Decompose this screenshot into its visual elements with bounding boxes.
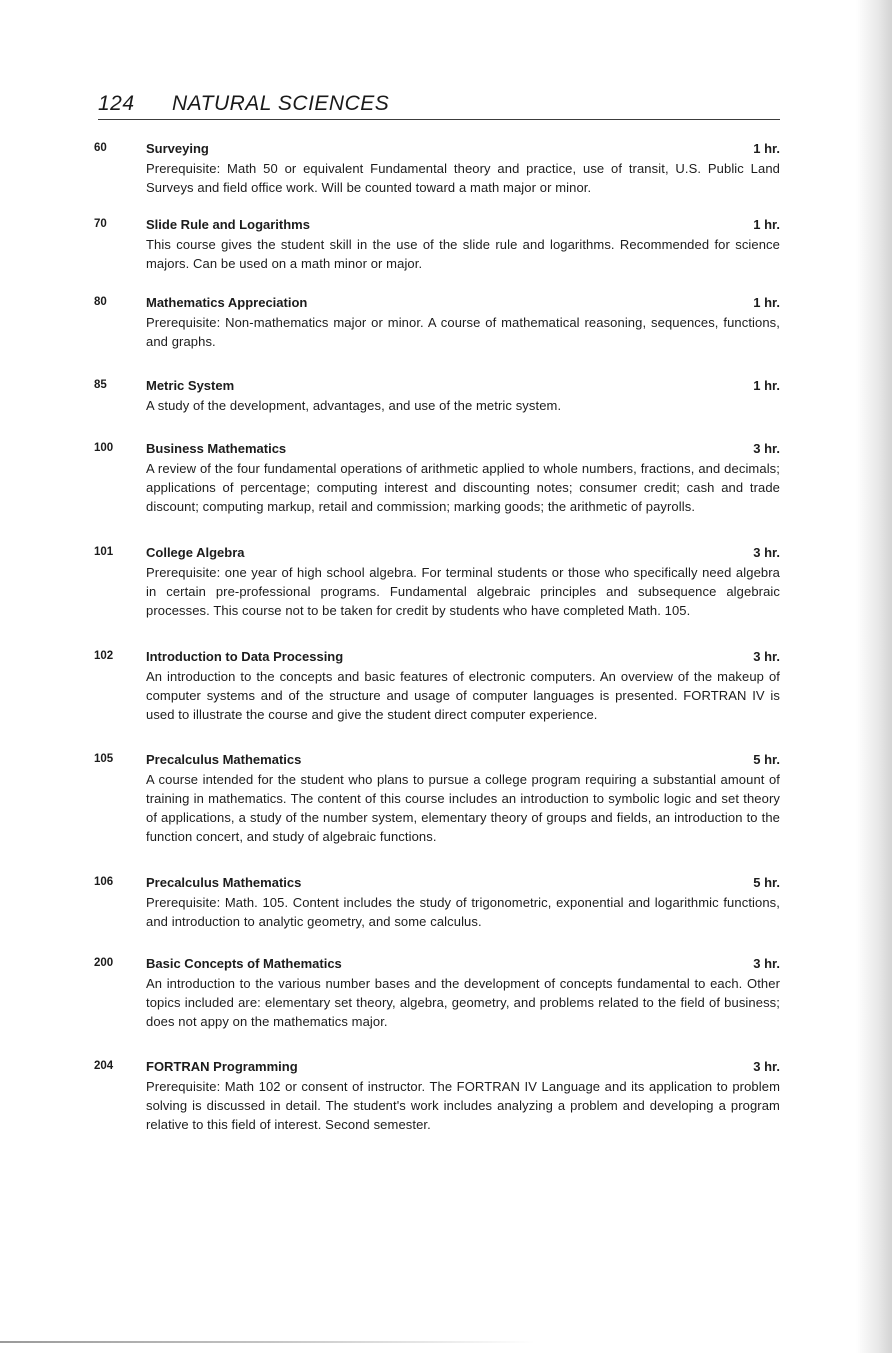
course-entry-101 <box>94 543 780 620</box>
course-number: 100 <box>94 442 114 454</box>
page-header <box>98 92 780 116</box>
header-rule <box>98 119 780 120</box>
course-description: An introduction to the concepts and basic features of electronic computers. An overview of the makeup of computer systems and of the structure and usage of computer languages is presented. FORTRAN IV is used to illustrate the course and give the student direct computer experience. <box>146 669 780 722</box>
course-hours: 1 hr. <box>753 141 780 156</box>
course-title: Metric System <box>146 378 235 393</box>
course-hours: 3 hr. <box>753 956 780 971</box>
course-hours: 3 hr. <box>753 545 780 560</box>
course-entry-102 <box>94 647 780 724</box>
course-hours: 3 hr. <box>753 441 780 456</box>
course-entry-85 <box>94 376 780 415</box>
course-title: Surveying <box>146 141 209 156</box>
course-entry-70 <box>94 215 780 273</box>
course-title: Basic Concepts of Mathematics <box>146 956 342 971</box>
course-description: A review of the four fundamental operations of arithmetic applied to whole numbers, fractions, and decimals; applications of percentage; computing interest and discounting notes; consumer credit; cash and trade discount; computing markup, retail and commission; marking goods; the arithmetic of payrolls. <box>146 461 780 514</box>
course-title: Slide Rule and Logarithms <box>146 217 310 232</box>
course-title: Precalculus Mathematics <box>146 752 302 767</box>
course-description: A course intended for the student who plans to pursue a college program requiring a substantial amount of training in mathematics. The content of this course includes an introduction to symbolic logic and set theory of applications, a study of the number system, elementary theory of groups and fields, an introduction to the function concert, and study of algebraic functions. <box>146 772 780 844</box>
course-description: Prerequisite: Math 102 or consent of instructor. The FORTRAN IV Language and its application to problem solving is discussed in detail. The student's work includes analyzing a problem and developing a program relative to this field of interest. Second semester. <box>146 1079 780 1132</box>
course-number: 105 <box>94 753 114 765</box>
course-title: Business Mathematics <box>146 441 287 456</box>
course-description: Prerequisite: one year of high school algebra. For terminal students or those who specifically need algebra in certain pre-professional programs. Fundamental algebraic principles and subsequence algebraic processes. This course not to be taken for credit by students who have completed Math. 105. <box>146 565 780 618</box>
course-number: 80 <box>94 296 107 308</box>
course-entry-100 <box>94 439 780 516</box>
scan-bottom-edge <box>0 1341 892 1343</box>
course-hours: 1 hr. <box>753 217 780 232</box>
course-number: 204 <box>94 1060 114 1072</box>
course-title: Precalculus Mathematics <box>146 875 302 890</box>
course-number: 85 <box>94 379 107 391</box>
course-entry-204 <box>94 1057 780 1134</box>
page-number: 124 <box>98 92 135 115</box>
course-title: Introduction to Data Processing <box>146 649 344 664</box>
course-title: FORTRAN Programming <box>146 1059 298 1074</box>
course-entry-80 <box>94 293 780 351</box>
course-hours: 5 hr. <box>753 875 780 890</box>
course-number: 106 <box>94 876 114 888</box>
course-description: An introduction to the various number bases and the development of concepts fundamental to each. Other topics included are: elementary set theory, algebra, geometry, and problems related to the field of business; does not appy on the mathematics major. <box>146 976 780 1029</box>
course-description: This course gives the student skill in the use of the slide rule and logarithms. Recommended for science majors. Can be used on a math minor or major. <box>146 237 780 271</box>
course-title: Mathematics Appreciation <box>146 295 308 310</box>
course-number: 102 <box>94 650 114 662</box>
course-hours: 1 hr. <box>753 295 780 310</box>
course-description: A study of the development, advantages, and use of the metric system. <box>146 398 562 413</box>
course-description: Prerequisite: Non-mathematics major or minor. A course of mathematical reasoning, sequences, functions, and graphs. <box>146 315 780 349</box>
course-entry-60 <box>94 139 780 197</box>
course-hours: 1 hr. <box>753 378 780 393</box>
course-hours: 5 hr. <box>753 752 780 767</box>
course-number: 70 <box>94 218 107 230</box>
course-hours: 3 hr. <box>753 649 780 664</box>
course-hours: 3 hr. <box>753 1059 780 1074</box>
section-title: NATURAL SCIENCES <box>172 92 390 115</box>
course-entry-200 <box>94 954 780 1031</box>
course-description: Prerequisite: Math 50 or equivalent Fundamental theory and practice, use of transit, U.S. Public Land Surveys and field office work. Will be counted toward a math major or minor. <box>146 161 780 195</box>
course-list <box>0 135 892 1134</box>
course-entry-106 <box>94 873 780 931</box>
course-number: 101 <box>94 546 114 558</box>
course-title: College Algebra <box>146 545 245 560</box>
course-number: 60 <box>94 142 107 154</box>
course-number: 200 <box>94 957 114 969</box>
course-entry-105 <box>94 750 780 846</box>
course-description: Prerequisite: Math. 105. Content includes the study of trigonometric, exponential and logarithmic functions, and introduction to analytic geometry, and some calculus. <box>146 895 780 929</box>
